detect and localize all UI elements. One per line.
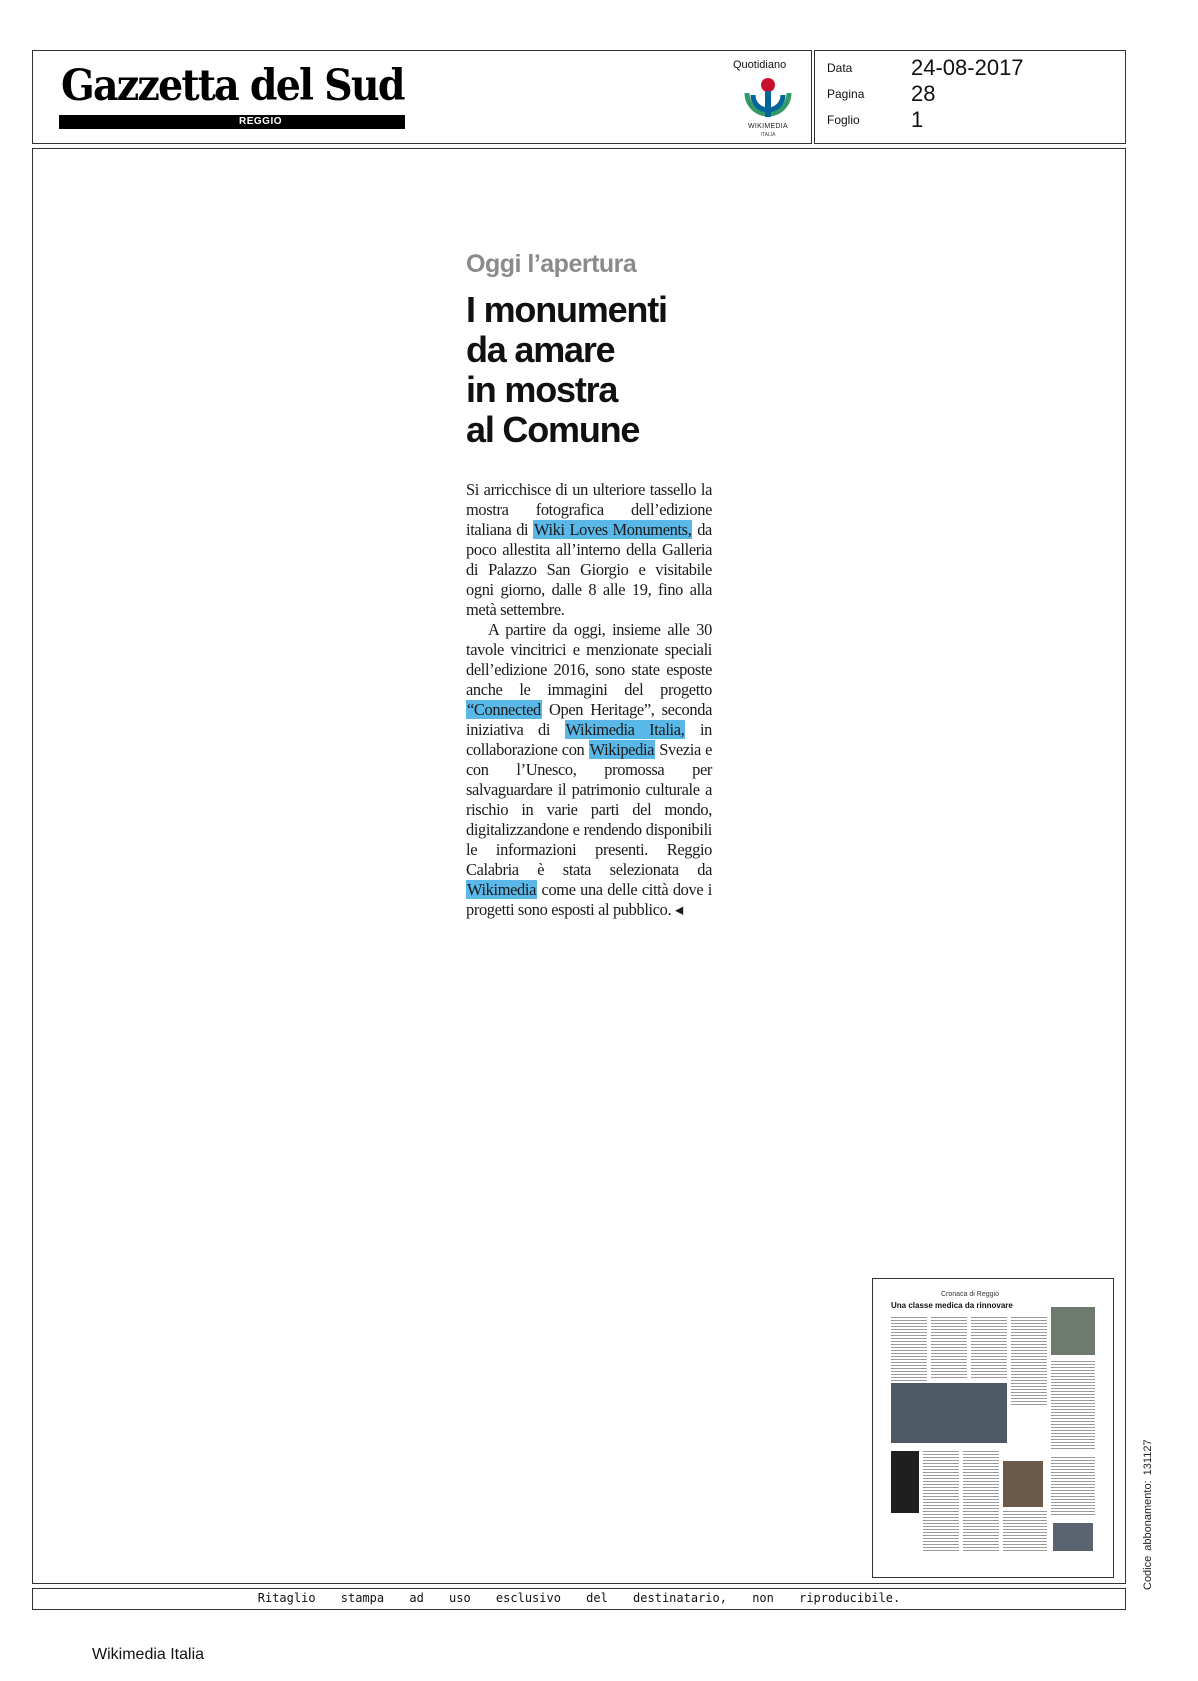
meta-row-foglio [827, 107, 1117, 133]
page-thumbnail [872, 1278, 1114, 1578]
meta-value-data: 24-08-2017 [911, 55, 1024, 80]
thumbnail-masthead: Cronaca di Reggio [941, 1291, 999, 1298]
header-masthead-box [32, 50, 812, 144]
text-run: da poco allestita all’interno della Galleria di Palazzo San Giorgio e visitabile ogni giorno, dalle 8 alle 19, fino alla metà settembre. [466, 520, 712, 619]
wikimedia-logo-subtext: ITALIA [760, 132, 776, 138]
thumbnail-text-column [1011, 1317, 1047, 1405]
highlight-wikimedia-italia: Wikimedia Italia, [565, 720, 685, 739]
article-kicker: Oggi l’apertura [466, 250, 637, 278]
wikimedia-logo [733, 77, 803, 143]
wikimedia-logo-text: WIKIMEDIA [747, 123, 789, 130]
headline-line: in mostra [466, 369, 618, 410]
text-run: Si arricchisce di un ulteriore tassello la mostra fotografica dell’edizione italiana di [466, 480, 712, 539]
highlight-connected: “Connected [467, 700, 541, 719]
thumbnail-content [891, 1291, 1097, 1555]
footer-disclaimer-box [32, 1588, 1126, 1610]
headline-line: da amare [466, 329, 615, 370]
article-body [466, 480, 712, 920]
thumbnail-text-column [923, 1451, 959, 1551]
text-run: Svezia e con l’Unesco, promossa per salvaguardare il patrimonio culturale a rischio in varie parti del mondo, digitalizzandone e rendendo disponibili le informazioni presenti. Reggio Calabria è stata selezionata da [466, 740, 713, 879]
thumbnail-photo [1003, 1461, 1043, 1507]
thumbnail-text-column [963, 1451, 999, 1551]
text-run: Open Heritage”, seconda iniziativa di [466, 700, 712, 739]
source-note: Wikimedia Italia [92, 1646, 205, 1663]
meta-value-pagina: 28 [911, 81, 936, 106]
thumbnail-title: Una classe medica da rinnovare [891, 1301, 1013, 1310]
publication-type-label: Quotidiano [733, 59, 787, 71]
text-run: come una delle città dove i progetti sono esposti al pubblico. ◂ [466, 880, 712, 919]
article-paragraph [466, 480, 712, 620]
wikimedia-logo-icon [733, 77, 803, 123]
thumbnail-photo [891, 1383, 1007, 1443]
text-run: A partire da oggi, insieme alle 30 tavole vincitrici e menzionate speciali dell’edizione 2016, sono state esposte anche le immagini del progetto [466, 620, 712, 699]
thumbnail-text-column [971, 1317, 1007, 1379]
subscription-code: Codice abbonamento: 131127 [1142, 1439, 1154, 1590]
headline-line: al Comune [466, 409, 640, 450]
headline-line: I monumenti [466, 289, 667, 330]
thumbnail-photo [1051, 1307, 1095, 1355]
meta-row-pagina [827, 81, 1117, 107]
thumbnail-text-column [1003, 1511, 1047, 1551]
highlight-wikipedia: Wikipedia [589, 740, 655, 759]
logo-edition-label: REGGIO [239, 116, 283, 127]
header-meta-box [814, 50, 1126, 144]
meta-row-data [827, 55, 1117, 81]
thumbnail-text-column [1051, 1457, 1095, 1517]
thumbnail-text-column [1051, 1361, 1095, 1451]
newspaper-logo: Gazzetta del Sud [61, 61, 404, 111]
highlight-wiki-loves-monuments: Wiki Loves Monuments, [534, 520, 692, 539]
footer-disclaimer: Ritaglio stampa ad uso esclusivo del destinatario, non riproducibile. [257, 1591, 901, 1605]
highlight-wikimedia: Wikimedia [467, 880, 537, 899]
article-headline [466, 290, 726, 450]
thumbnail-photo [1053, 1523, 1093, 1551]
meta-label-foglio: Foglio [827, 113, 860, 127]
meta-value-foglio: 1 [911, 107, 924, 132]
text-run: in collaborazione con [466, 720, 713, 759]
meta-label-data: Data [827, 61, 853, 75]
article-paragraph [466, 620, 712, 920]
meta-label-pagina: Pagina [827, 87, 865, 101]
thumbnail-photo [891, 1451, 919, 1513]
thumbnail-text-column [931, 1317, 967, 1379]
logo-edition-bar [59, 115, 405, 129]
